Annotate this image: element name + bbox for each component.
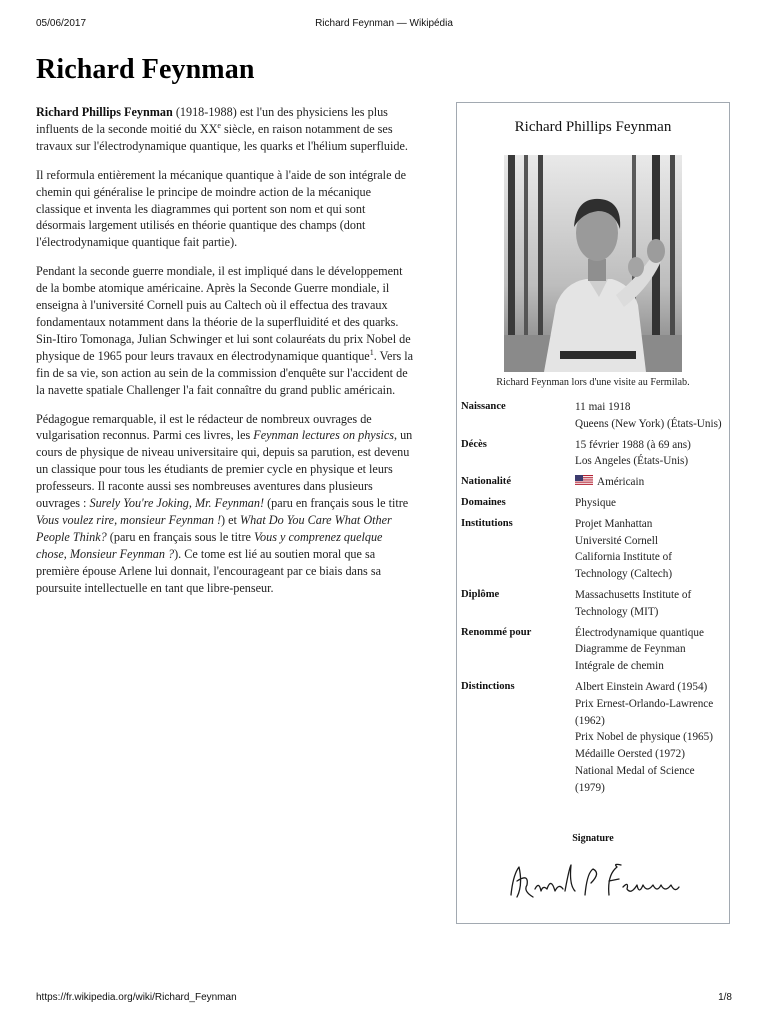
infobox-row-institutions: Institutions Projet Manhattan Université Cornell California Institute of Technology (Caltech) xyxy=(461,516,727,583)
signature-image[interactable] xyxy=(505,855,685,905)
field-value[interactable]: Physique xyxy=(575,496,617,509)
intro-paragraph: Richard Phillips Feynman (1918-1988) est l'un des physiciens les plus influents de la seconde moitié du XXe siècle, en raison notamment de ses travaux sur l'électrodynamique quantique, les quarks et l'hélium superfluide. xyxy=(36,105,408,153)
paragraph-path-integral: Il reformula entièrement la mécanique quantique à l'aide de son intégrale de chemin qui généralise le principe de moindre action de la mécanique classique et inventa les diagrammes qui portent son nom et qui sont désormais largement utilisés en théorie quantique des champs (dont l'électrodynamique quantique fait partie). xyxy=(36,167,407,250)
award-item[interactable]: Prix Ernest-Orlando-Lawrence (1962) xyxy=(575,697,714,727)
print-page-number: 1/8 xyxy=(718,992,732,1003)
article-body xyxy=(36,104,414,608)
death-date[interactable]: 15 février 1988 (à 69 ans) xyxy=(575,438,691,451)
known-for-item[interactable]: Intégrale de chemin xyxy=(575,660,664,673)
birth-place[interactable]: Queens (New York) (États-Unis) xyxy=(575,417,722,430)
award-item[interactable]: Albert Einstein Award (1954) xyxy=(575,680,708,693)
print-page-title: Richard Feynman — Wikipédia xyxy=(315,18,453,29)
book-title-vous-voulez-rire[interactable]: Vous voulez rire, monsieur Feynman ! xyxy=(36,512,222,527)
death-place[interactable]: Los Angeles (États-Unis) xyxy=(575,455,689,468)
photo-caption: Richard Feynman lors d'une visite au Fermilab. xyxy=(496,377,690,388)
institution-item[interactable]: Projet Manhattan xyxy=(575,517,653,530)
institution-item[interactable]: California Institute of Technology (Caltech) xyxy=(575,551,673,581)
century-link[interactable]: XXe xyxy=(199,120,221,136)
infobox-row-distinctions: Distinctions Albert Einstein Award (1954) Prix Ernest-Orlando-Lawrence (1962) Prix Nobel de physique (1965) Médaille Oersted (1972) National Medal of Science (1979) xyxy=(461,679,727,797)
infobox-row-deces: Décès 15 février 1988 (à 69 ans) Los Angeles (États-Unis) xyxy=(461,437,727,471)
portrait-photo[interactable] xyxy=(504,155,682,372)
nationality-value[interactable]: Américain xyxy=(597,476,645,489)
print-date: 05/06/2017 xyxy=(36,18,87,29)
infobox-row-domaines: Domaines Physique xyxy=(461,495,727,512)
book-title-vous-y-comprenez[interactable]: Vous y comprenez quelque chose, Monsieur Feynman ? xyxy=(36,529,383,561)
paragraph-war-career: Pendant la seconde guerre mondiale, il est impliqué dans le développement de la bombe atomique américaine. Après la Seconde Guerre mondiale, il enseigna à l'université Cornell puis au Caltech où il effectua des travaux fondamentaux notamment dans la théorie de la superfluidité et des quarks. Sin-Itiro Tomonaga, Julian Schwinger et lui sont colauréats du prix Nobel de physique de 1965 pour leurs travaux en électrodynamique quantique$^1$. Vers la fin de sa vie, son action au sein de la commission d'enquête sur l'accident de la navette spatiale Challenger l'a fait connaître du grand public américain. xyxy=(36,264,414,397)
book-title-surely-joking[interactable]: Surely You're Joking, Mr. Feynman! xyxy=(89,496,265,511)
print-url[interactable]: https://fr.wikipedia.org/wiki/Richard_Feynman xyxy=(36,992,237,1003)
known-for-item[interactable]: Électrodynamique quantique xyxy=(575,626,704,639)
infobox-rows xyxy=(461,399,727,801)
footnote-ref[interactable]: 1 xyxy=(369,347,374,357)
paragraph-books: Pédagogue remarquable, il est le rédacteur de nombreux ouvrages de vulgarisation reconnus. Parmi ces livres, les Feynman lectures on physics, un cours de physique de niveau universitaire qui, depuis sa parution, est devenu un classique pour tous les étudiants de premier cycle en physique et leurs professeurs. Il raconte aussi ses nombreuses aventures dans plusieurs ouvrages : Surely You're Joking, Mr. Feynman! (paru en français sous le titre Vous voulez rire, monsieur Feynman !) et What Do You Care What Other People Think? (paru en français sous le titre Vous y comprenez quelque chose, Monsieur Feynman ?). Ce tome est lié au soutien moral que sa première épouse Arlene lui donnait, l'encourageant par ce biais dans sa poursuite intellectuelle en tant que libre-penseur. xyxy=(36,411,413,595)
book-title-what-do-you-care[interactable]: What Do You Care What Other People Think? xyxy=(36,512,392,544)
page-title: Richard Feynman xyxy=(36,54,255,85)
infobox xyxy=(456,102,730,924)
known-for-item[interactable]: Diagramme de Feynman xyxy=(575,643,686,656)
infobox-row-nationalite: Nationalité Américain xyxy=(461,476,645,489)
infobox-row-naissance: Naissance 11 mai 1918 Queens (New York) (États-Unis) xyxy=(461,399,727,433)
subject-name: Richard Phillips Feynman xyxy=(36,105,173,119)
us-flag-icon xyxy=(575,475,593,486)
award-item[interactable]: National Medal of Science (1979) xyxy=(575,764,695,794)
award-item[interactable]: Prix Nobel de physique (1965) xyxy=(575,731,713,744)
signature-label: Signature xyxy=(572,833,614,844)
award-item[interactable]: Médaille Oersted (1972) xyxy=(575,748,685,761)
infobox-row-diplome: Diplôme Massachusetts Institute of Technology (MIT) xyxy=(461,587,727,621)
infobox-row-renomme: Renommé pour Électrodynamique quantique Diagramme de Feynman Intégrale de chemin xyxy=(461,625,727,675)
birth-date[interactable]: 11 mai 1918 xyxy=(575,401,631,413)
institution-item[interactable]: Université Cornell xyxy=(575,534,658,547)
infobox-title: Richard Phillips Feynman xyxy=(514,119,672,135)
book-title-lectures[interactable]: Feynman lectures on physics xyxy=(253,428,394,443)
degree-value[interactable]: Massachusetts Institute of Technology (MIT) xyxy=(575,588,692,618)
